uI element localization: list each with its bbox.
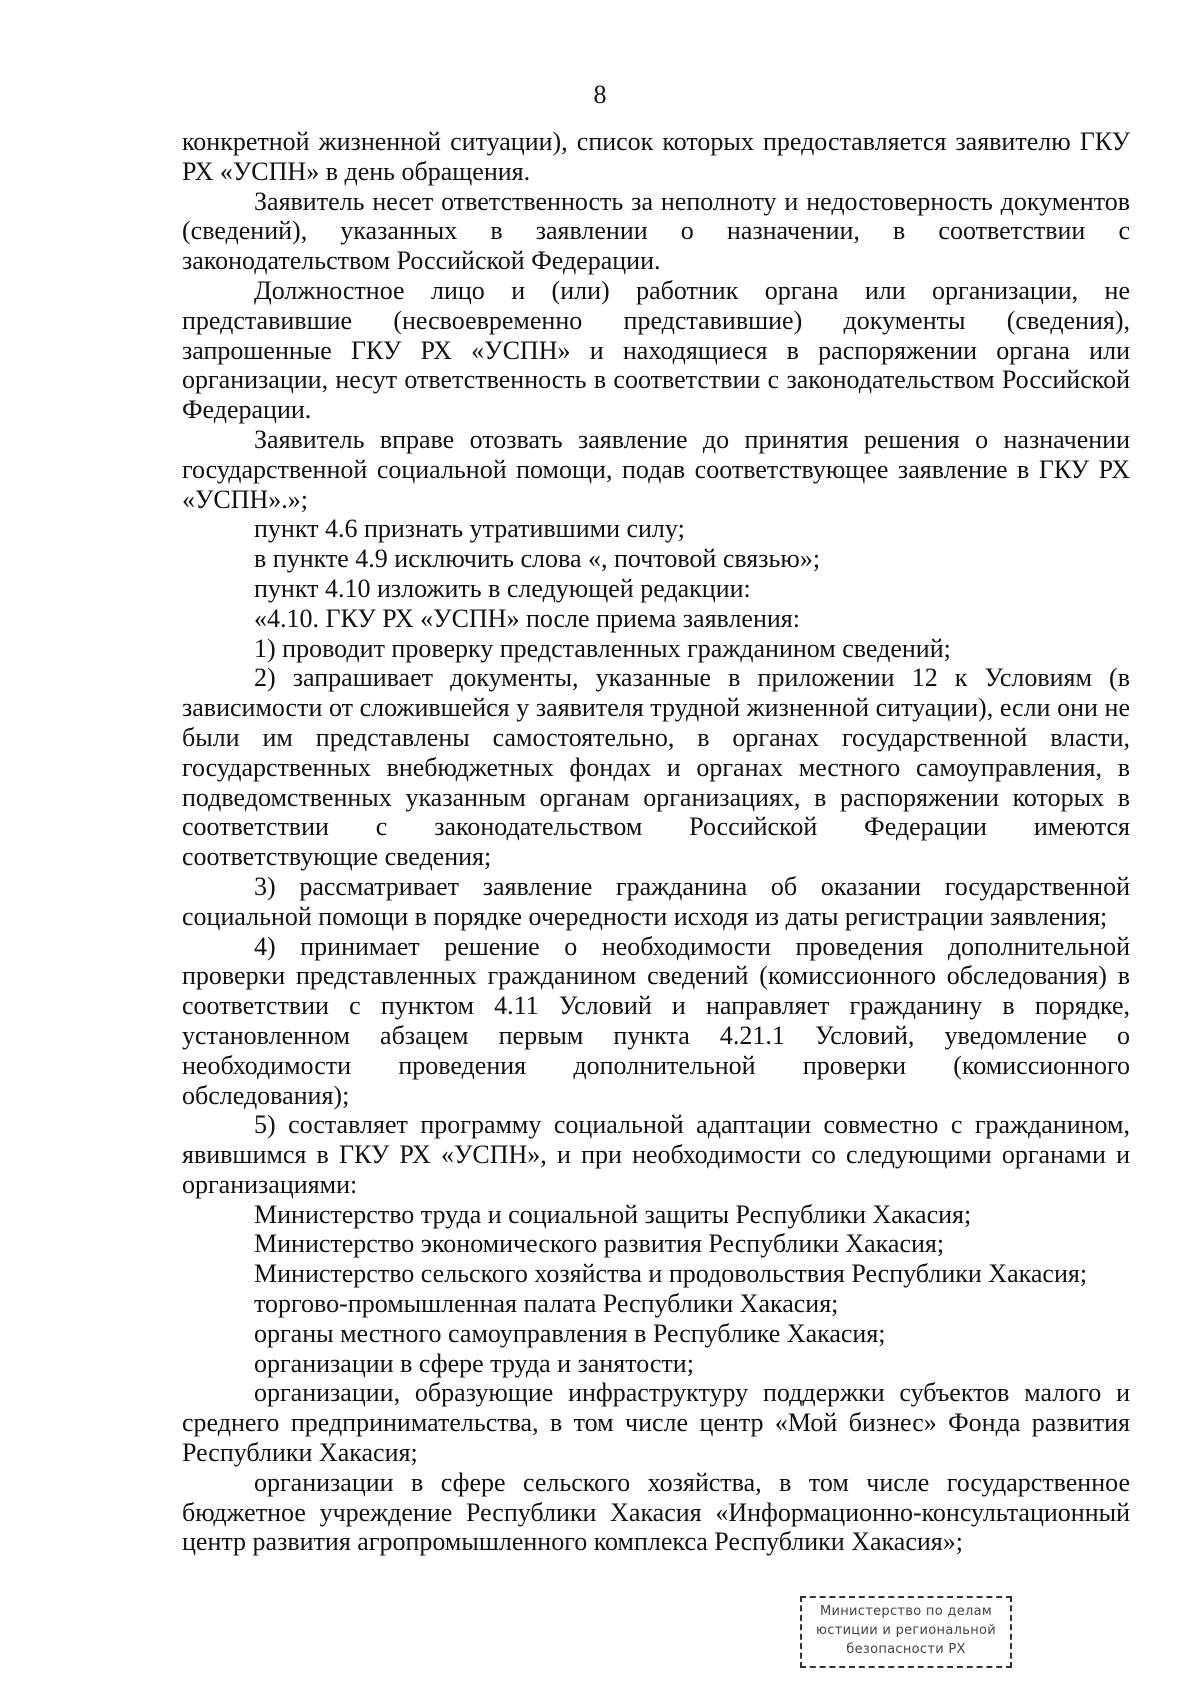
organization-item: Министерство сельского хозяйства и продовольствия Республики Хакасия; [254,1259,1088,1289]
paragraph-continuation: конкретной жизненной ситуации), список которых предоставляется заявителю ГКУ РХ «УСПН» в день обращения. [182,127,1130,186]
stamp-line: безопасности РХ [846,1642,966,1657]
page-number: 8 [593,80,607,109]
amendment-item: пункт 4.10 изложить в следующей редакции: [254,573,751,603]
list-item: 2) запрашивает документы, указанные в приложении 12 к Условиям (в зависимости от сложившейся у заявителя трудной жизненной ситуации), если они не были им представлены самостоятельно, в органах государственной власти, государственных внебюджетных фондах и органах местного самоуправления, в подведомственных указанным органам организациях, в распоряжении которых в соответствии с законодательством Российской Федерации имеются соответствующие сведения; [182,663,1130,872]
document-body [182,127,1130,1557]
organization-item: организации в сфере сельского хозяйства, в том числе государственное бюджетное учреждение Республики Хакасия «Информационно-консультационный центр развития агропромышленного комплекса Республики Хакасия»; [182,1467,1130,1557]
list-item: 1) проводит проверку представленных гражданином сведений; [254,633,951,663]
paragraph: Заявитель вправе отозвать заявление до принятия решения о назначении государственной социальной помощи, подав соответствующее заявление в ГКУ РХ «УСПН».»; [182,424,1130,514]
organization-item: торгово-промышленная палата Республики Хакасия; [254,1289,839,1319]
list-item: 3) рассматривает заявление гражданина об оказании государственной социальной помощи в порядке очередности исходя из даты регистрации заявления; [182,871,1130,931]
registration-stamp [800,1596,1012,1668]
list-item: 5) составляет программу социальной адаптации совместно с гражданином, явившимся в ГКУ РХ «УСПН», и при необходимости со следующими органами и организациями: [182,1110,1130,1199]
organization-item: Министерство экономического развития Республики Хакасия; [254,1229,945,1259]
stamp-line: Министерство по делам [819,1604,992,1619]
list-item: 4) принимает решение о необходимости проведения дополнительной проверки представленных гражданином сведений (комиссионного обследования) в соответствии с пунктом 4.11 Условий и направляет гражданину в порядке, установленном абзацем первым пункта 4.21.1 Условий, уведомление о необходимости проведения дополнительной проверки (комиссионного обследования); [182,931,1130,1110]
stamp-line: юстиции и региональной [816,1623,996,1638]
paragraph: Должностное лицо и (или) работник органа или организации, не представившие (несвоевременно представившие) документы (сведения), запрошенные ГКУ РХ «УСПН» и находящиеся в распоряжении органа или организации, несут ответственность в соответствии с законодательством Российской Федерации. [182,275,1130,425]
organization-item: организации в сфере труда и занятости; [254,1348,694,1378]
amendment-item: в пункте 4.9 исключить слова «, почтовой связью»; [254,544,821,574]
amendment-item: пункт 4.6 признать утратившими силу; [254,514,685,544]
paragraph: Заявитель несет ответственность за неполноту и недостоверность документов (сведений), указанных в заявлении о назначении, в соответствии с законодательством Российской Федерации. [182,186,1130,276]
organization-item: организации, образующие инфраструктуру поддержки субъектов малого и среднего предпринимательства, в том числе центр «Мой бизнес» Фонда развития Республики Хакасия; [182,1378,1130,1468]
organization-item: Министерство труда и социальной защиты Республики Хакасия; [254,1199,972,1229]
organization-item: органы местного самоуправления в Республике Хакасия; [254,1318,886,1348]
clause-heading: «4.10. ГКУ РХ «УСПН» после приема заявления: [254,603,800,633]
